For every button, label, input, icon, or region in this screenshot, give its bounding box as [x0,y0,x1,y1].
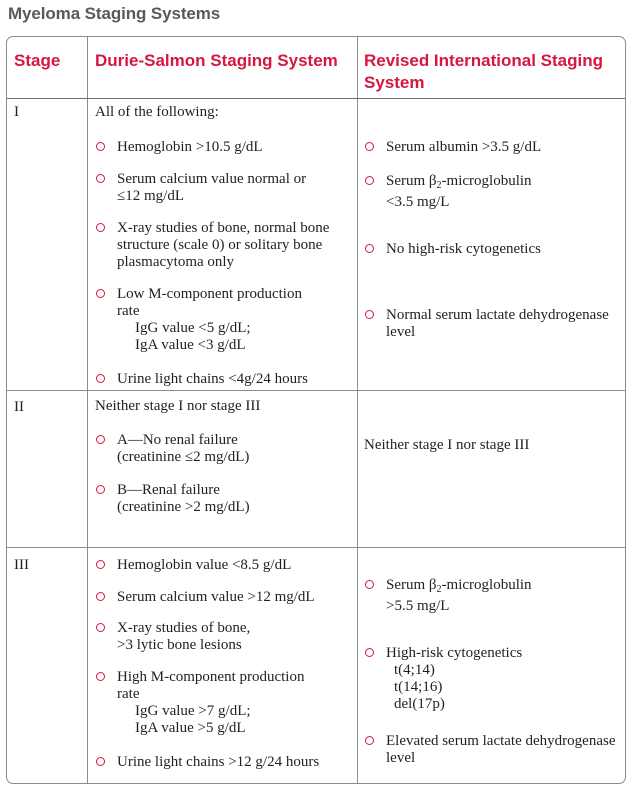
bullet-icon [96,435,105,444]
bullet-icon [96,289,105,298]
staging-table: Stage Durie-Salmon Staging System Revised International Staging System I All of the following: Hemoglobin >10.5 g/dL Serum calcium value normal or ≤12 mg/dL X-ray studies of bone, normal bone structure (scale 0) or solitary bone plasmacytoma only Low M-component production rate IgG value <5 g/dL; IgA value <3 g/dL Urine light chains <4g/24 hours Serum albumin >3.5 g/dL Serum $\beta_2$-microglobulin <3.5 mg/L No high-risk cytogenetics Normal serum lactate dehydrogenase level II Neither stage I nor stage III A—No renal failure (creatinine ≤2 mg/dL) B—Renal failure (creatinine >2 mg/dL) Neither stage I nor stage III III Hemoglobin value <8.5 g/dL Serum calcium value >12 mg/dL X-ray studies of bone, >3 lytic bone lesions High M-component production rate IgG value >7 g/dL; IgA value >5 g/dL Urine light chains >12 g/24 hours Serum $\beta_2$-microglobulin >5.5 mg/L High-risk cytogenetics t(4;14) t(14;16) del(17p) Elevated serum lactate dehydrogenase level [6,36,626,784]
bullet-icon [365,244,374,253]
bullet-icon [365,580,374,589]
column-header-durie-salmon: Durie-Salmon Staging System [95,51,338,70]
stage-intro: All of the following: [95,104,219,120]
bullet-icon [365,648,374,657]
stage-intro: Neither stage I nor stage III [95,398,261,414]
bullet-icon [96,623,105,632]
bullet-icon [96,374,105,383]
stage-label: I [14,104,19,120]
bullet-icon [96,560,105,569]
bullet-icon [365,736,374,745]
column-divider [87,37,88,783]
bullet-icon [365,310,374,319]
stage-label: II [14,399,24,415]
bullet-icon [365,142,374,151]
header-divider [7,98,625,99]
column-header-stage: Stage [14,51,61,70]
column-header-riss: Revised International Staging System [364,51,603,92]
column-divider [357,37,358,783]
bullet-icon [96,142,105,151]
riss-stage-text: Neither stage I nor stage III [364,437,530,453]
bullet-icon [96,485,105,494]
row-divider [7,390,625,391]
stage-label: III [14,557,29,573]
bullet-icon [96,757,105,766]
bullet-icon [96,223,105,232]
bullet-icon [365,176,374,185]
bullet-icon [96,592,105,601]
row-divider [7,547,625,548]
bullet-icon [96,672,105,681]
page-title: Myeloma Staging Systems [8,4,221,23]
bullet-icon [96,174,105,183]
